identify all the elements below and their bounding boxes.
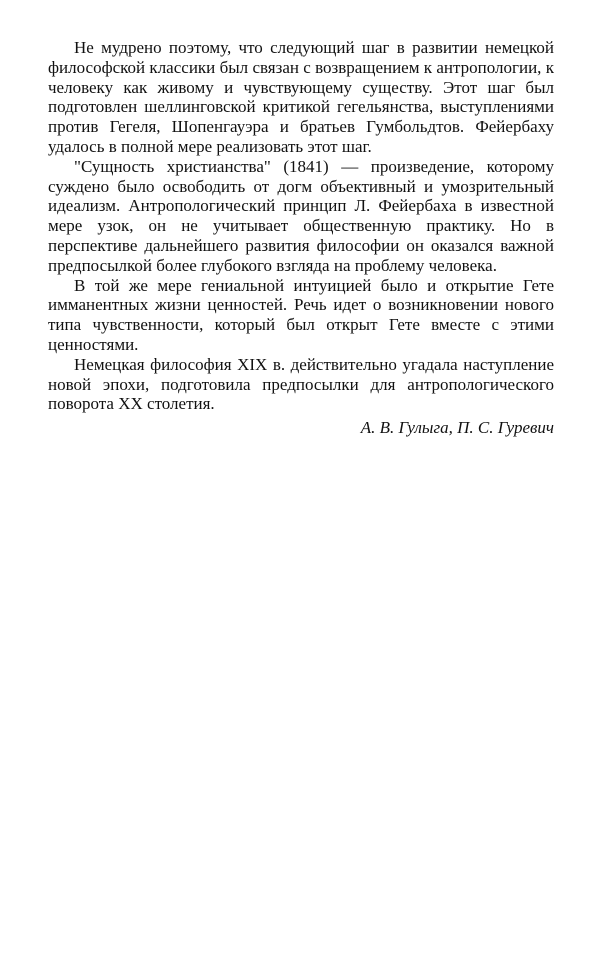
paragraph-4: Немецкая философия XIX в. действительно угадала наступление новой эпохи, подготовила предпосылки для антропологического поворота XX столетия. xyxy=(48,354,554,414)
paragraph-3: В той же мере гениальной интуицией было и открытие Гете имманентных жизни ценностей. Речь идет о возникновении нового типа чувственности, который был открыт Гете вместе с этими ценностями. xyxy=(48,275,554,354)
paragraph-1: Не мудрено поэтому, что следующий шаг в развитии немецкой философской классики был связан с возвращением к антропологии, к человеку как живому и чувствующему существу. Этот шаг был подготовлен шеллинговской критикой гегельянства, выступлениями против Гегеля, Шопенгауэра и братьев Гумбольдтов. Фейербаху удалось в полной мере реализовать этот шаг. xyxy=(48,38,554,156)
paragraph-2: "Сущность христианства" (1841) — произведение, которому суждено было освободить от догм объективный и умозрительный идеализм. Антропологический принцип Л. Фейербаха в известной мере узок, он не учитывает общественную практику. Но в перспективе дальнейшего развития философии он оказался важной предпосылкой более глубокого взгляда на проблему человека. xyxy=(48,156,554,275)
document-page xyxy=(48,38,554,438)
author-signature: А. В. Гулыга, П. С. Гуревич xyxy=(360,418,554,438)
